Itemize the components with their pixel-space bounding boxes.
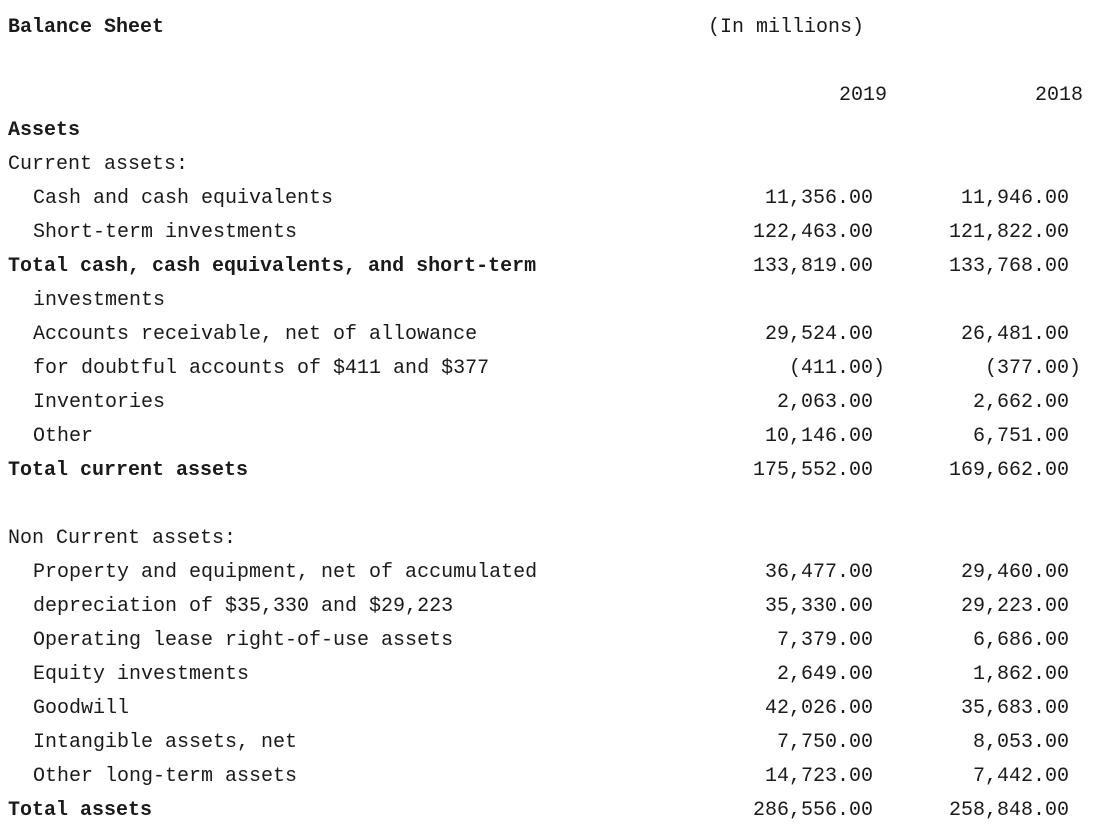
row-label: for doubtful accounts of $411 and $377 <box>33 357 490 380</box>
row-label: Cash and cash equivalents <box>33 187 334 210</box>
value-2019: 2,063.00 <box>776 391 873 414</box>
row-label: Other <box>33 425 94 448</box>
value-2018: 11,946.00 <box>960 187 1069 210</box>
units-note: (In millions) <box>708 16 865 39</box>
page-title: Balance Sheet <box>8 16 165 39</box>
table-row <box>0 386 1096 420</box>
row-label: Other long-term assets <box>33 765 298 788</box>
table-row <box>0 692 1096 726</box>
row-label: Inventories <box>33 391 166 414</box>
table-row <box>0 352 1096 386</box>
row-label: Non Current assets: <box>8 527 237 550</box>
table-row <box>0 114 1096 148</box>
value-2019: 35,330.00 <box>764 595 873 618</box>
table-row <box>0 760 1096 794</box>
row-label: Property and equipment, net of accumulated <box>33 561 538 584</box>
value-2019: 286,556.00 <box>752 799 873 822</box>
row-label: Operating lease right-of-use assets <box>33 629 454 652</box>
value-2019: 36,477.00 <box>764 561 873 584</box>
row-label: Equity investments <box>33 663 250 686</box>
row-label: Short-term investments <box>33 221 298 244</box>
row-label: Current assets: <box>8 153 189 176</box>
value-2018: 26,481.00 <box>960 323 1069 346</box>
value-2018: 1,862.00 <box>972 663 1069 686</box>
value-2018: (377.00) <box>984 357 1081 380</box>
value-2018: 8,053.00 <box>972 731 1069 754</box>
table-row <box>0 216 1096 250</box>
value-2018: 133,768.00 <box>948 255 1069 278</box>
table-row <box>0 522 1096 556</box>
table-row <box>0 726 1096 760</box>
value-2018: 121,822.00 <box>948 221 1069 244</box>
value-2019: 11,356.00 <box>764 187 873 210</box>
value-2019: 29,524.00 <box>764 323 873 346</box>
value-2019: 175,552.00 <box>752 459 873 482</box>
table-row <box>0 284 1096 318</box>
table-row <box>0 148 1096 182</box>
value-2019: 2,649.00 <box>776 663 873 686</box>
value-2019: 133,819.00 <box>752 255 873 278</box>
value-2019: 7,750.00 <box>776 731 873 754</box>
table-row <box>0 794 1096 828</box>
row-label: Total cash, cash equivalents, and short-term <box>8 255 537 278</box>
value-2018: 35,683.00 <box>960 697 1069 720</box>
row-label: Goodwill <box>33 697 130 720</box>
value-2018: 6,751.00 <box>972 425 1069 448</box>
column-header-2018: 2018 <box>1034 84 1083 107</box>
row-label: depreciation of $35,330 and $29,223 <box>33 595 454 618</box>
table-row <box>0 624 1096 658</box>
row-label: Intangible assets, net <box>33 731 298 754</box>
value-2019: 10,146.00 <box>764 425 873 448</box>
value-2019: 14,723.00 <box>764 765 873 788</box>
table-row <box>0 182 1096 216</box>
value-2018: 29,223.00 <box>960 595 1069 618</box>
spacer-row <box>0 488 1096 522</box>
value-2018: 2,662.00 <box>972 391 1069 414</box>
table-row <box>0 318 1096 352</box>
row-label: investments <box>33 289 166 312</box>
value-2019: 122,463.00 <box>752 221 873 244</box>
value-2018: 7,442.00 <box>972 765 1069 788</box>
value-2018: 29,460.00 <box>960 561 1069 584</box>
row-label: Total assets <box>8 799 153 822</box>
value-2019: 42,026.00 <box>764 697 873 720</box>
row-label: Accounts receivable, net of allowance <box>33 323 478 346</box>
table-row <box>0 556 1096 590</box>
table-row <box>0 590 1096 624</box>
table-row <box>0 420 1096 454</box>
column-header-2019: 2019 <box>838 84 887 107</box>
table-row <box>0 454 1096 488</box>
value-2018: 6,686.00 <box>972 629 1069 652</box>
value-2018: 258,848.00 <box>948 799 1069 822</box>
table-row <box>0 658 1096 692</box>
table-row <box>0 250 1096 284</box>
value-2019: (411.00) <box>788 357 885 380</box>
row-label: Total current assets <box>8 459 249 482</box>
value-2019: 7,379.00 <box>776 629 873 652</box>
row-label: Assets <box>8 119 81 142</box>
value-2018: 169,662.00 <box>948 459 1069 482</box>
